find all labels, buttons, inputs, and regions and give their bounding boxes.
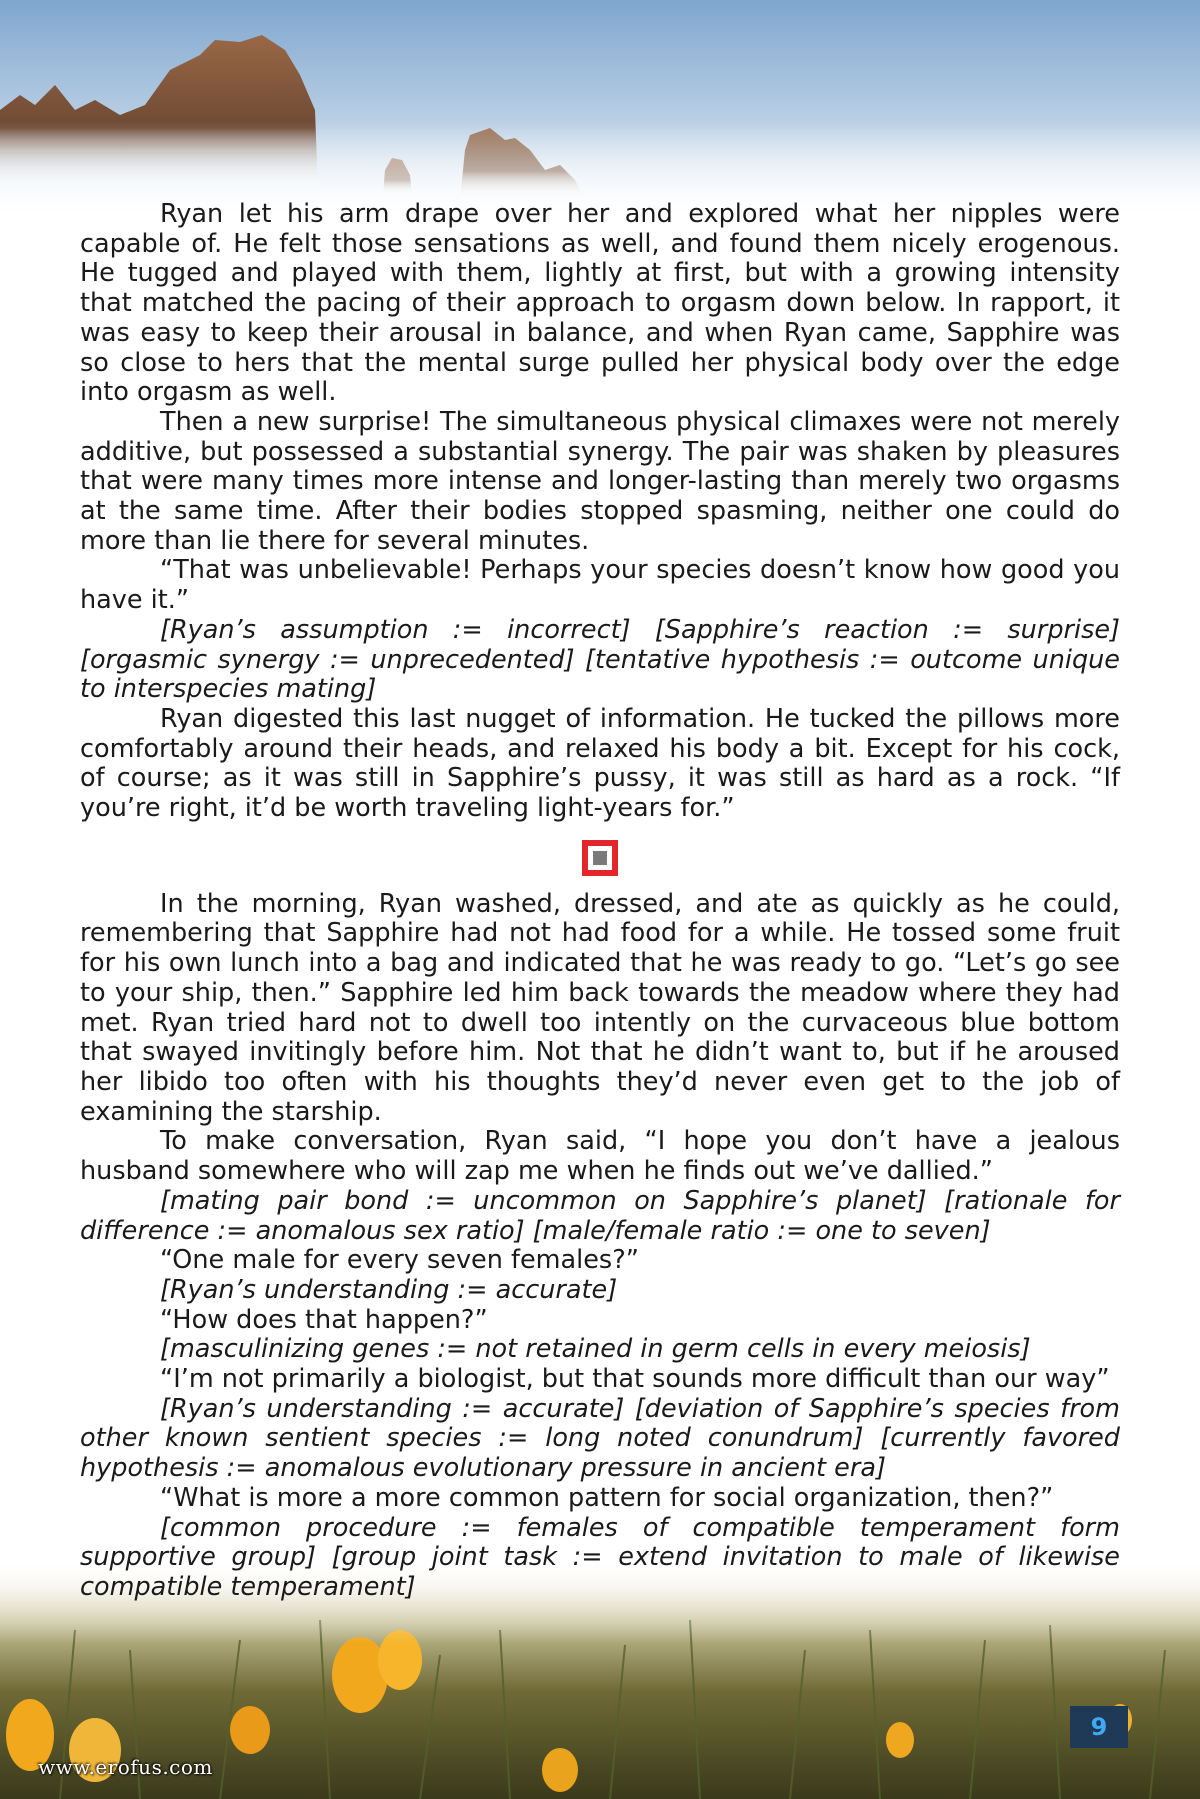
watermark: www.erofus.com xyxy=(38,1755,213,1779)
narrative-paragraph: In the morning, Ryan washed, dressed, and ate as quickly as he could, remembering that Sapphire had not had food for a while. He tossed some fruit for his own lunch into a bag and indicated that he was ready to go. “Let’s go see to your ship, then.” Sapphire led him back towards the meadow where they had met. Ryan tried hard not to dwell too intently on the curvaceous blue bottom that swayed invitingly before him. Not that he didn’t want to, but if he aroused her libido too often with his thoughts they’d never even get to the job of examining the starship. xyxy=(80,888,1120,1127)
narrative-paragraph: “How does that happen?” xyxy=(160,1304,488,1335)
narrative-paragraph: “What is more a more common pattern for social organization, then?” xyxy=(160,1482,1054,1513)
thought-transmission-paragraph: [Ryan’s understanding := accurate] [deviation of Sapphire’s species from other known sentient species := long noted conundrum] [currently favored hypothesis := anomalous evolutionary pressure in ancient era] xyxy=(80,1393,1120,1484)
narrative-paragraph: “One male for every seven females?” xyxy=(160,1245,639,1276)
narrative-paragraph: “I’m not primarily a biologist, but that sounds more difficult than our way” xyxy=(160,1364,1110,1395)
thought-transmission-paragraph: [common procedure := females of compatible temperament form supportive group] [group joint task := extend invitation to male of likewise compatible temperament] xyxy=(80,1512,1120,1602)
narrative-paragraph: To make conversation, Ryan said, “I hope you don’t have a jealous husband somewhere who will zap me when he finds out we’ve dallied.” xyxy=(80,1126,1120,1187)
page-number-badge xyxy=(1070,1706,1128,1748)
page-number: 9 xyxy=(1090,1713,1108,1741)
story-text xyxy=(80,200,1120,1603)
narrative-paragraph: Ryan digested this last nugget of information. He tucked the pillows more comfortably around their heads, and relaxed his body a bit. Except for his cock, of course; as it was still in Sapphire’s pussy, it was still as hard as a rock. “If you’re right, it’d be worth traveling light-years for.” xyxy=(80,703,1120,824)
narrative-paragraph: Ryan let his arm drape over her and explored what her nipples were capable of. He felt those sensations as well, and found them nicely erogenous. He tugged and played with them, lightly at first, but with a growing intensity that matched the pacing of their approach to orgasm down below. In rapport, it was easy to keep their arousal in balance, and when Ryan came, Sapphire was so close to hers that the mental surge pulled her physical body over the edge into orgasm as well. xyxy=(80,199,1120,408)
narrative-paragraph: Then a new surprise! The simultaneous physical climaxes were not merely additive, but possessed a substantial synergy. The pair was shaken by pleasures that were many times more intense and longer-lasting than merely two orgasms at the same time. After their bodies stopped spasming, neither one could do more than lie there for several minutes. xyxy=(80,406,1120,556)
text-section-before-break xyxy=(80,200,1120,824)
text-section-after-break xyxy=(80,890,1120,1603)
thought-transmission-paragraph: [masculinizing genes := not retained in germ cells in every meiosis] xyxy=(160,1334,1031,1365)
red-square-ornament-icon xyxy=(582,840,618,876)
thought-transmission-paragraph: [Ryan’s assumption := incorrect] [Sapphire’s reaction := surprise] [orgasmic synergy := unprecedented] [tentative hypothesis := outcome unique to interspecies mating] xyxy=(80,614,1120,705)
mountain-sky-header xyxy=(0,0,1200,220)
thought-transmission-paragraph: [Ryan’s understanding := accurate] xyxy=(160,1274,618,1305)
thought-transmission-paragraph: [mating pair bond := uncommon on Sapphire’s planet] [rationale for difference := anomalous sex ratio] [male/female ratio := one to seven] xyxy=(80,1185,1120,1246)
narrative-paragraph: “That was unbelievable! Perhaps your species doesn’t know how good you have it.” xyxy=(80,555,1120,616)
scene-break xyxy=(80,838,1120,878)
